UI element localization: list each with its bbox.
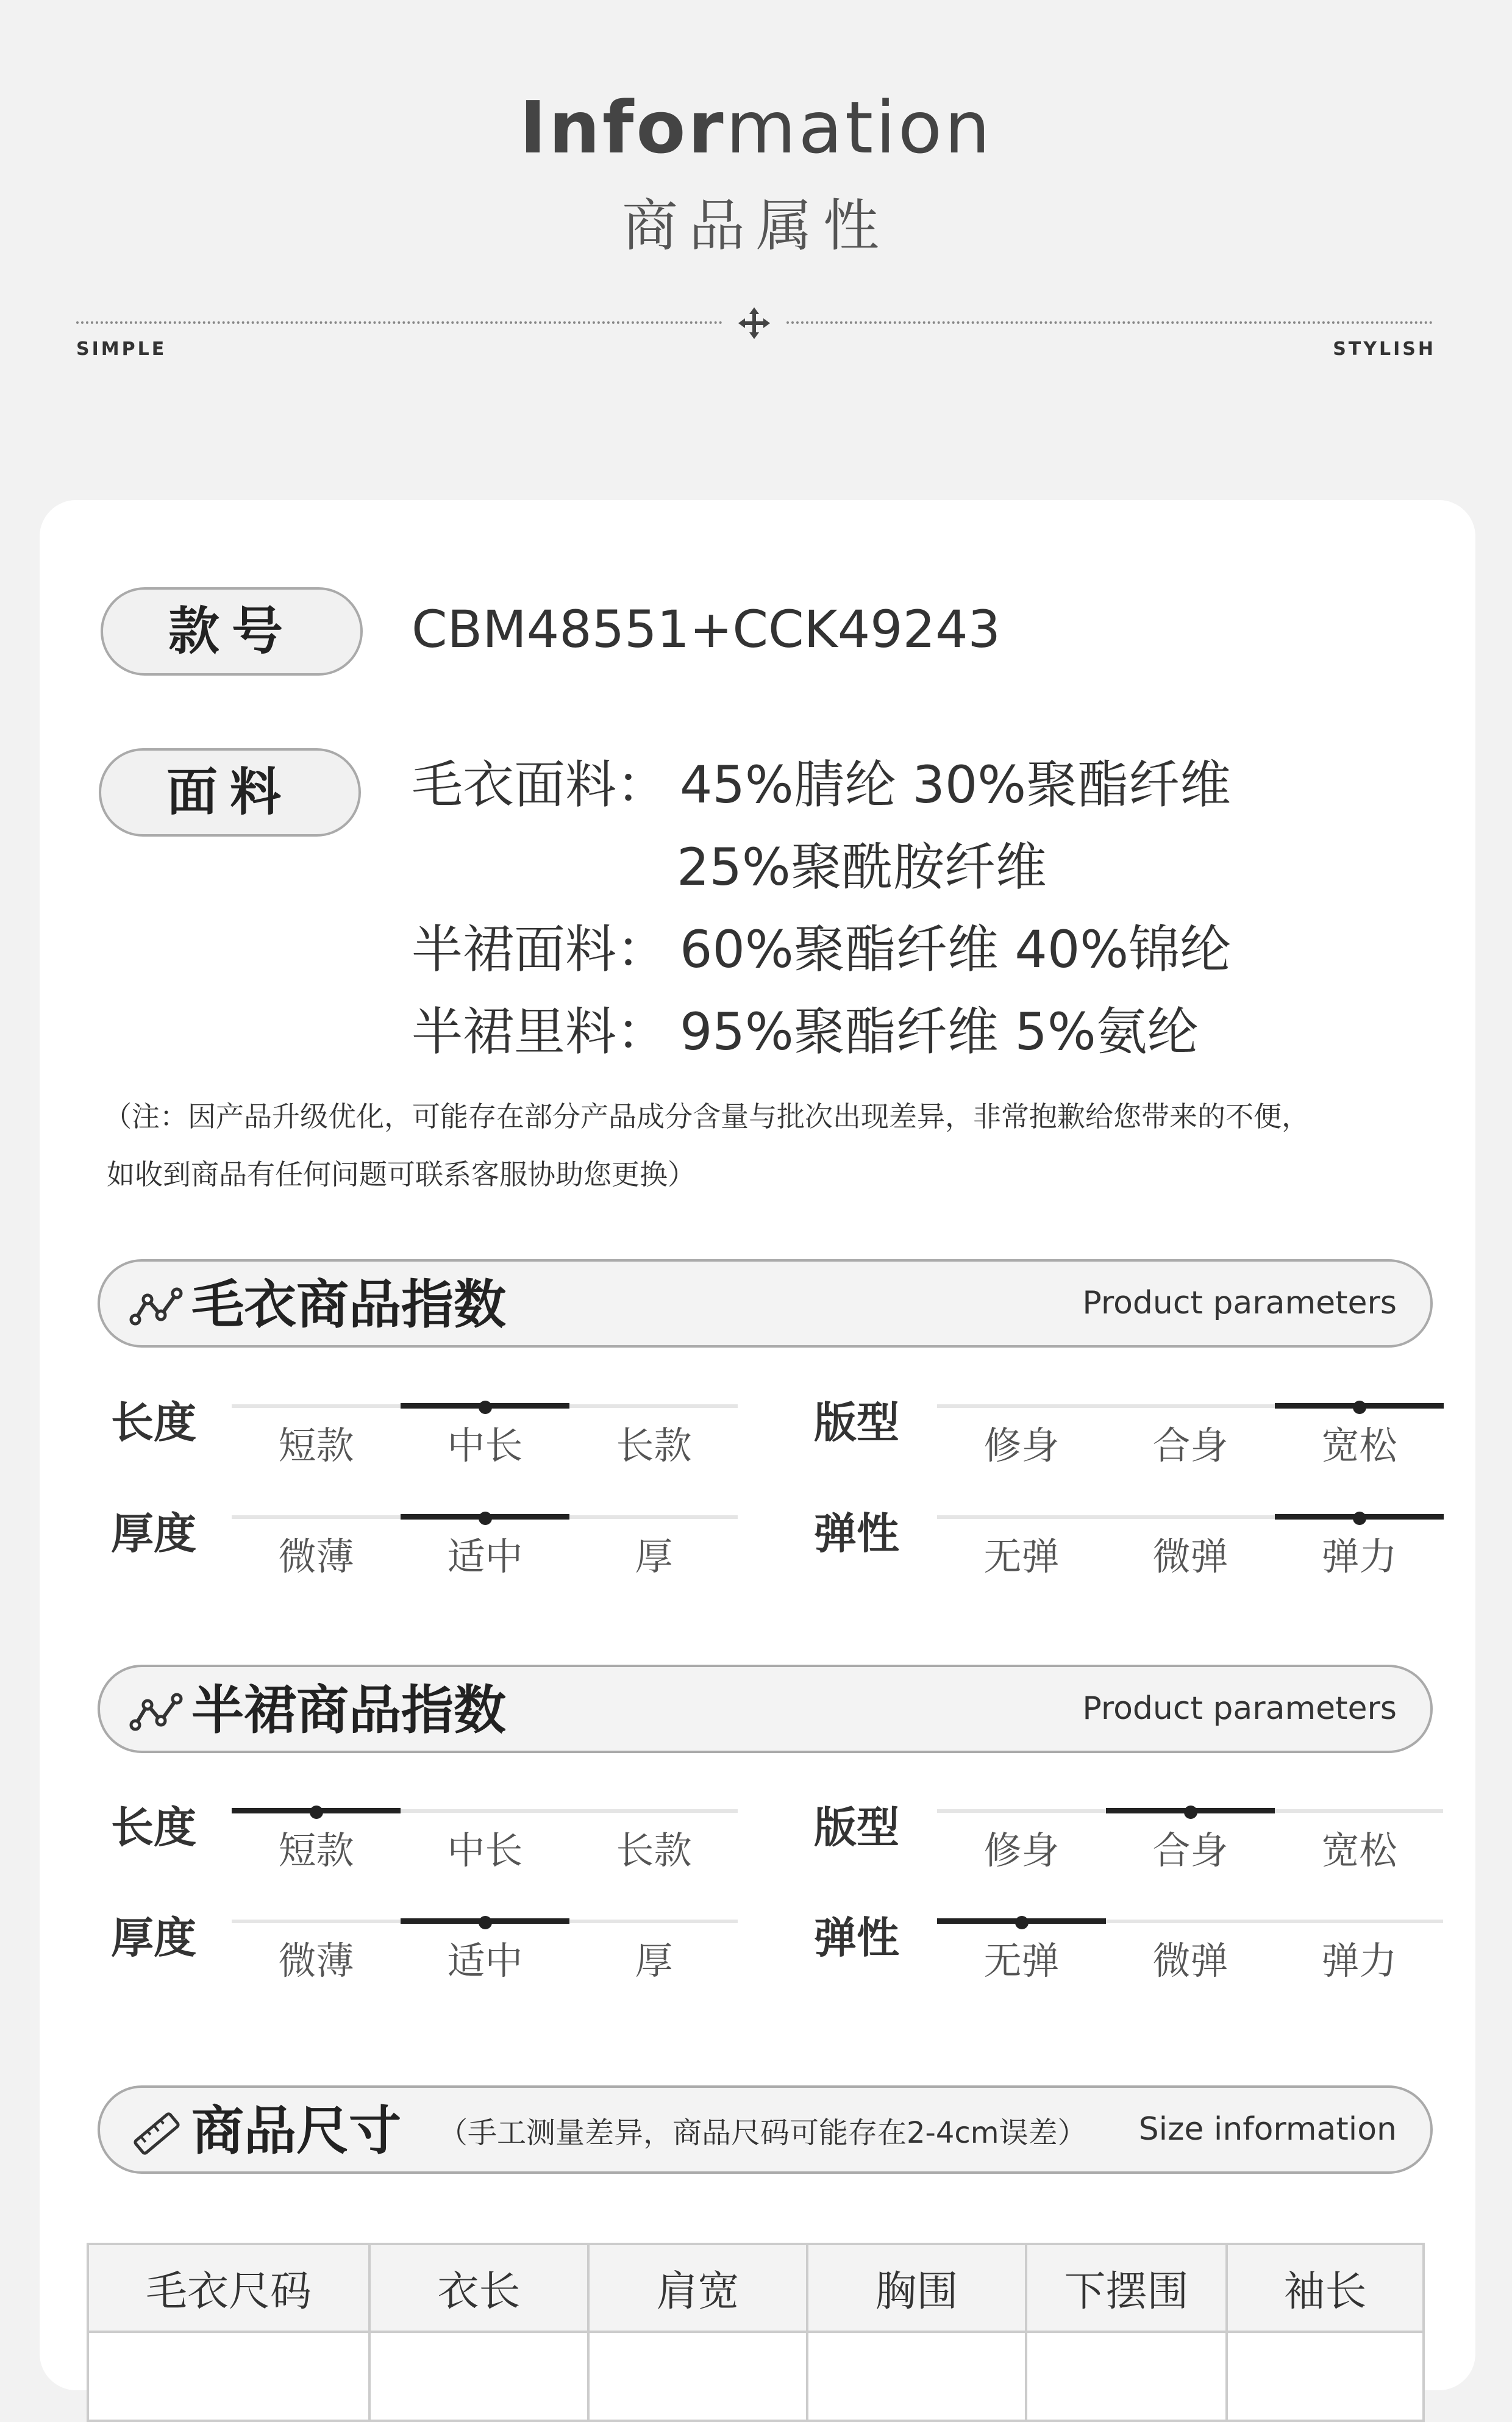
- dotted-divider-right: [786, 321, 1433, 324]
- scale-option: 中长: [447, 1423, 523, 1468]
- size-info-title: 商品尺寸: [191, 2101, 401, 2162]
- sweater-fit-scale: [937, 1404, 1443, 1477]
- scale-marker-dot: [310, 1806, 323, 1819]
- skirt-length-label: 长度: [111, 1802, 196, 1852]
- fabric-label: 面料: [99, 748, 361, 837]
- page-title-cn: 商品属性: [621, 193, 890, 259]
- size-info-subtitle: Size information: [1138, 2111, 1397, 2148]
- skirt-fit-label: 版型: [814, 1802, 899, 1852]
- skirt-params-header: [98, 1665, 1433, 1753]
- sweater-elasticity-scale: [937, 1515, 1443, 1588]
- skirt-fabric-value: 60%聚酯纤维 40%锦纶: [680, 920, 1232, 979]
- scale-option: 微弹: [1152, 1534, 1228, 1579]
- skirt-lining-value: 95%聚酯纤维 5%氨纶: [680, 1002, 1199, 1062]
- scale-option: 合身: [1152, 1423, 1228, 1468]
- scale-option: 修身: [983, 1828, 1060, 1873]
- sweater-fabric-value-1: 45%腈纶 30%聚酯纤维: [680, 755, 1232, 815]
- sweater-thickness-label: 厚度: [111, 1509, 196, 1559]
- size-table-header-chest: 胸围: [807, 2244, 1026, 2332]
- sweater-thickness-scale: [232, 1515, 738, 1588]
- skirt-params-title: 半裙商品指数: [191, 1680, 506, 1741]
- skirt-thickness-label: 厚度: [111, 1913, 196, 1963]
- title-en-bold: Infor: [519, 85, 726, 170]
- move-arrows-icon: [736, 305, 772, 341]
- size-table: [87, 2243, 1425, 2422]
- skirt-lining-label: 半裙里料：: [412, 1002, 668, 1062]
- skirt-thickness-scale: [232, 1920, 738, 1993]
- scale-option: 短款: [278, 1828, 354, 1873]
- scale-option: 微薄: [278, 1938, 354, 1983]
- scale-option: 弹力: [1321, 1938, 1397, 1983]
- style-number-value: CBM48551+CCK49243: [412, 599, 1000, 659]
- sweater-fabric-value-2: 25%聚酰胺纤维: [677, 837, 1047, 897]
- sweater-elasticity-label: 弹性: [814, 1509, 899, 1559]
- size-table-header-length: 衣长: [369, 2244, 588, 2332]
- size-table-header-sleeve: 袖长: [1227, 2244, 1424, 2332]
- scale-marker-dot: [1184, 1806, 1197, 1819]
- scale-option: 长款: [616, 1828, 692, 1873]
- scale-option: 短款: [278, 1423, 354, 1468]
- style-number-label: 款号: [101, 587, 363, 676]
- fabric-note-line-2: 如收到商品有任何问题可联系客服协助您更换）: [107, 1158, 696, 1191]
- scale-option: 宽松: [1321, 1423, 1397, 1468]
- page-title-en: [0, 85, 1512, 170]
- table-row: [88, 2332, 1424, 2421]
- trend-line-icon: [129, 1286, 184, 1329]
- scale-option: 合身: [1152, 1828, 1228, 1873]
- scale-option: 修身: [983, 1423, 1060, 1468]
- sweater-length-label: 长度: [111, 1398, 196, 1448]
- skirt-fabric-label: 半裙面料：: [412, 920, 668, 979]
- sweater-fabric-label: 毛衣面料：: [412, 755, 668, 815]
- scale-option: 弹力: [1321, 1534, 1397, 1579]
- ruler-icon: [129, 2112, 184, 2155]
- size-info-header: [98, 2085, 1433, 2174]
- scale-option: 适中: [447, 1534, 523, 1579]
- title-en-light: mation: [726, 85, 993, 170]
- simple-label: SIMPLE: [76, 338, 167, 360]
- stylish-label: STYLISH: [1333, 338, 1436, 360]
- scale-option: 微薄: [278, 1534, 354, 1579]
- size-table-header-size: 毛衣尺码: [88, 2244, 369, 2332]
- sweater-fit-label: 版型: [814, 1398, 899, 1448]
- trend-line-icon: [129, 1691, 184, 1734]
- scale-option: 长款: [616, 1423, 692, 1468]
- sweater-length-scale: [232, 1404, 738, 1477]
- size-table-header-hem: 下摆围: [1026, 2244, 1227, 2332]
- skirt-length-scale: [232, 1809, 738, 1882]
- scale-marker-dot: [1353, 1401, 1366, 1414]
- skirt-elasticity-scale: [937, 1920, 1443, 1993]
- scale-option: 无弹: [983, 1534, 1060, 1579]
- scale-option: 微弹: [1152, 1938, 1228, 1983]
- scale-marker-dot: [1353, 1512, 1366, 1525]
- skirt-fit-scale: [937, 1809, 1443, 1882]
- scale-marker-dot: [1015, 1916, 1029, 1929]
- scale-option: 宽松: [1321, 1828, 1397, 1873]
- sweater-params-header: [98, 1259, 1433, 1348]
- scale-option: 适中: [447, 1938, 523, 1983]
- sweater-params-subtitle: Product parameters: [1082, 1285, 1397, 1321]
- scale-option: 厚: [635, 1938, 673, 1983]
- skirt-elasticity-label: 弹性: [814, 1913, 899, 1963]
- size-table-header-row: [88, 2244, 1424, 2332]
- fabric-note-line-1: （注：因产品升级优化，可能存在部分产品成分含量与批次出现差异，非常抱歉给您带来的不便，: [104, 1100, 1310, 1133]
- skirt-params-subtitle: Product parameters: [1082, 1690, 1397, 1727]
- size-info-note: （手工测量差异，商品尺码可能存在2-4cm误差）: [438, 2116, 1087, 2150]
- scale-option: 无弹: [983, 1938, 1060, 1983]
- scale-option: 中长: [447, 1828, 523, 1873]
- scale-marker-dot: [479, 1401, 492, 1414]
- scale-marker-dot: [479, 1916, 492, 1929]
- sweater-params-title: 毛衣商品指数: [191, 1274, 506, 1335]
- scale-marker-dot: [479, 1512, 492, 1525]
- size-table-header-shoulder: 肩宽: [588, 2244, 807, 2332]
- scale-option: 厚: [635, 1534, 673, 1579]
- dotted-divider-left: [76, 321, 722, 324]
